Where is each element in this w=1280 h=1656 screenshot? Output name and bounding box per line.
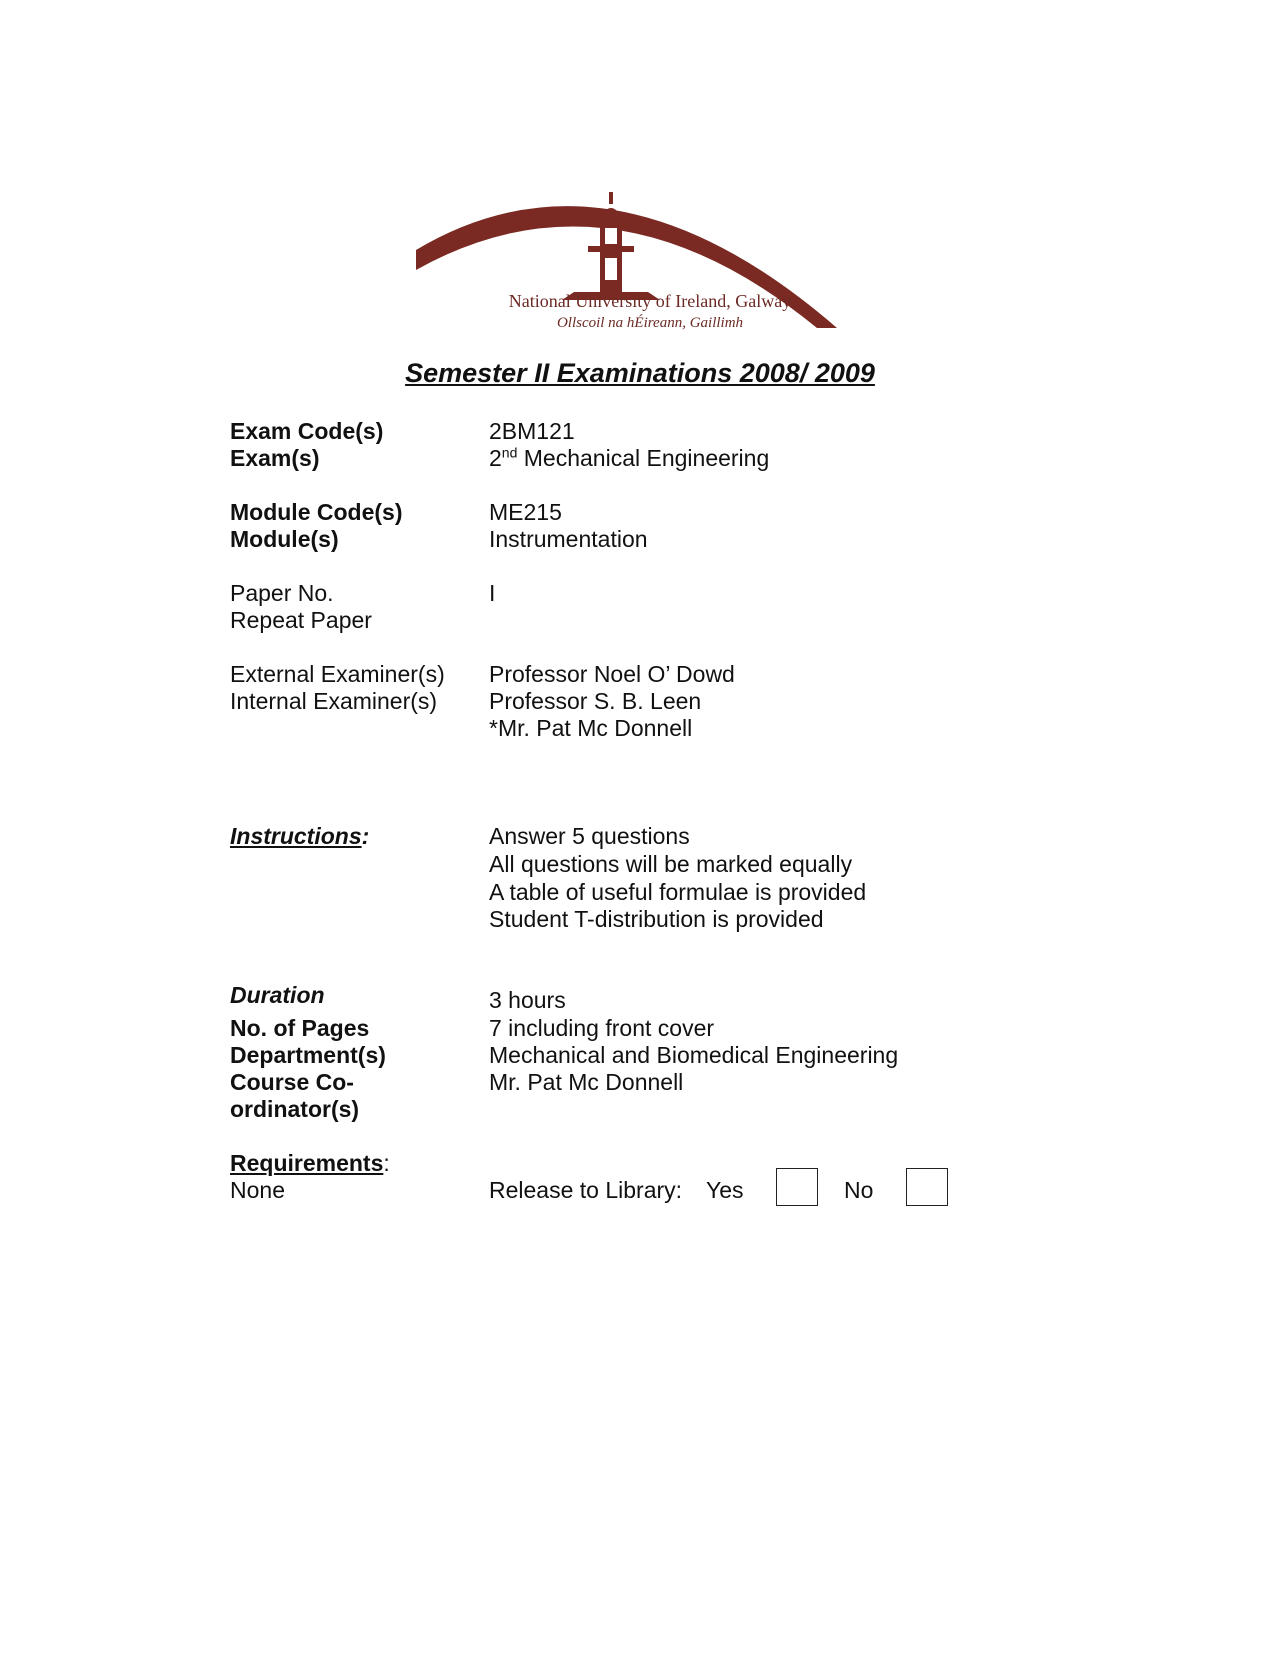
requirements-label: Requirements:: [230, 1150, 390, 1176]
duration-label: Duration: [230, 982, 325, 1008]
instruction-line: Student T-distribution is provided: [489, 906, 824, 932]
internal-examiner-value-1: Professor S. B. Leen: [489, 688, 702, 714]
module-value: Instrumentation: [489, 526, 648, 552]
instructions-label: Instructions:: [230, 823, 370, 849]
release-yes-checkbox[interactable]: [776, 1168, 818, 1206]
release-no-checkbox[interactable]: [906, 1168, 948, 1206]
paper-no-value: I: [489, 580, 496, 606]
internal-examiner-value-2: *Mr. Pat Mc Donnell: [489, 715, 693, 741]
module-label: Module(s): [230, 526, 339, 552]
release-no-label: No: [844, 1177, 874, 1203]
release-label: Release to Library:: [489, 1177, 683, 1203]
instruction-line: A table of useful formulae is provided: [489, 879, 867, 905]
university-crest: [412, 188, 860, 336]
external-examiner-label: External Examiner(s): [230, 661, 445, 687]
paper-no-label: Paper No.: [230, 580, 334, 606]
instruction-line: Answer 5 questions: [489, 823, 690, 849]
university-logo: [412, 188, 860, 336]
pages-value: 7 including front cover: [489, 1015, 715, 1041]
exam-code-label: Exam Code(s): [230, 418, 384, 444]
internal-examiner-label: Internal Examiner(s): [230, 688, 438, 714]
department-label: Department(s): [230, 1042, 386, 1068]
module-code-label: Module Code(s): [230, 499, 403, 525]
coordinator-label-line2: ordinator(s): [230, 1096, 360, 1122]
requirements-value: None: [230, 1177, 285, 1203]
repeat-paper-label: Repeat Paper: [230, 607, 372, 633]
coordinator-label-line1: Course Co-: [230, 1069, 354, 1095]
module-code-value: ME215: [489, 499, 562, 525]
duration-value: 3 hours: [489, 987, 566, 1013]
exam-label: Exam(s): [230, 445, 320, 471]
page-title: Semester II Examinations 2008/ 2009: [405, 358, 875, 388]
instruction-line: All questions will be marked equally: [489, 851, 853, 877]
department-value: Mechanical and Biomedical Engineering: [489, 1042, 899, 1068]
logo-text-irish: Ollscoil na hÉireann, Gaillimh: [556, 315, 744, 331]
exam-code-value: 2BM121: [489, 418, 575, 444]
logo-text-english: National University of Ireland, Galway: [508, 291, 792, 311]
pages-label: No. of Pages: [230, 1015, 370, 1041]
external-examiner-value: Professor Noel O’ Dowd: [489, 661, 735, 687]
coordinator-value: Mr. Pat Mc Donnell: [489, 1069, 684, 1095]
exam-value: 2nd Mechanical Engineering: [489, 444, 770, 471]
release-yes-label: Yes: [706, 1177, 744, 1203]
